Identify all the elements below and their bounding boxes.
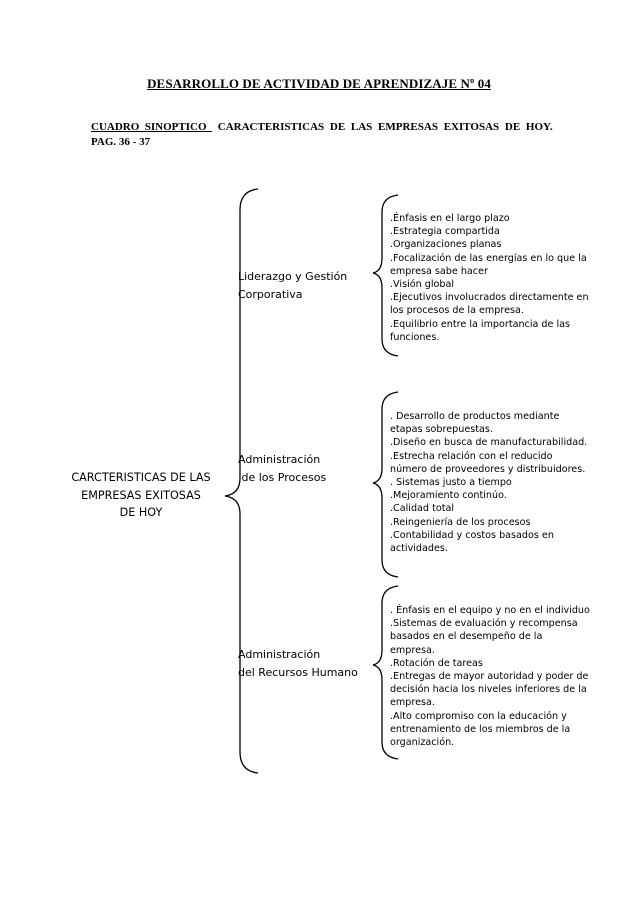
- list-item: .Contabilidad y costos basados en actividades.: [390, 529, 554, 555]
- branch-human-resources: [238, 646, 368, 681]
- root-line: CARCTERISTICAS DE LAS: [71, 471, 211, 484]
- leaf-list-processes: [390, 410, 590, 555]
- list-item: . Desarrollo de productos mediante etapas sobrepuestas.: [390, 411, 560, 436]
- list-item: .Reingeniería de los procesos: [390, 516, 531, 528]
- list-item: . Sistemas justo a tiempo: [390, 477, 512, 489]
- branch-line: del Recursos Humano: [238, 665, 358, 679]
- branch-line: de los Procesos: [238, 470, 327, 484]
- branch-processes: [238, 451, 368, 486]
- list-item: .Rotación de tareas: [390, 657, 483, 669]
- page-heading: DESARROLLO DE ACTIVIDAD DE APRENDIZAJE Nº 04: [147, 76, 491, 91]
- list-item: .Entregas de mayor autoridad y poder de decisión hacia los niveles inferiores de la empresa.: [390, 671, 589, 709]
- list-item: .Énfasis en el largo plazo: [390, 213, 510, 224]
- list-item: .Focalización de las energías en lo que la empresa sabe hacer: [390, 252, 587, 277]
- list-item: .Visión global: [390, 279, 454, 291]
- list-item: . Énfasis en el equipo y no en el individuo: [390, 605, 590, 616]
- subtitle-text: CARACTERISTICAS DE LAS EMPRESAS EXITOSAS DE HOY.: [212, 121, 553, 133]
- list-item: .Organizaciones planas: [390, 239, 502, 251]
- list-item: .Ejecutivos involucrados directamente en los procesos de la empresa.: [390, 292, 589, 317]
- root-line: DE HOY: [119, 506, 163, 519]
- subtitle-label: CUADRO SINOPTICO: [91, 121, 213, 133]
- root-line: EMPRESAS EXITOSAS: [81, 488, 201, 502]
- branch-line: Liderazgo y Gestión: [238, 270, 348, 283]
- subtitle-pages: PAG. 36 - 37: [91, 136, 151, 148]
- list-item: .Alto compromiso con la educación y entrenamiento de los miembros de la organización.: [390, 710, 571, 749]
- list-item: .Mejoramiento continúo.: [390, 490, 507, 502]
- list-item: .Estrecha relación con el reducido número de proveedores y distribuidores.: [390, 450, 586, 475]
- leaf-list-human-resources: [390, 604, 590, 749]
- branch-line: Corporativa: [238, 287, 303, 301]
- list-item: .Diseño en busca de manufacturabilidad.: [390, 437, 588, 449]
- branch-line: Administración: [238, 453, 321, 466]
- leaf-list-leadership: [390, 212, 590, 344]
- list-item: .Calidad total: [390, 503, 455, 515]
- list-item: .Estrategia compartida: [390, 226, 500, 238]
- list-item: .Sistemas de evaluación y recompensa basados en el desempeño de la empresa.: [390, 618, 578, 656]
- root-concept: [60, 469, 222, 522]
- branch-leadership: [238, 268, 368, 303]
- list-item: .Equilibrio entre la importancia de las funciones.: [390, 318, 571, 343]
- branch-line: Administración: [238, 648, 321, 661]
